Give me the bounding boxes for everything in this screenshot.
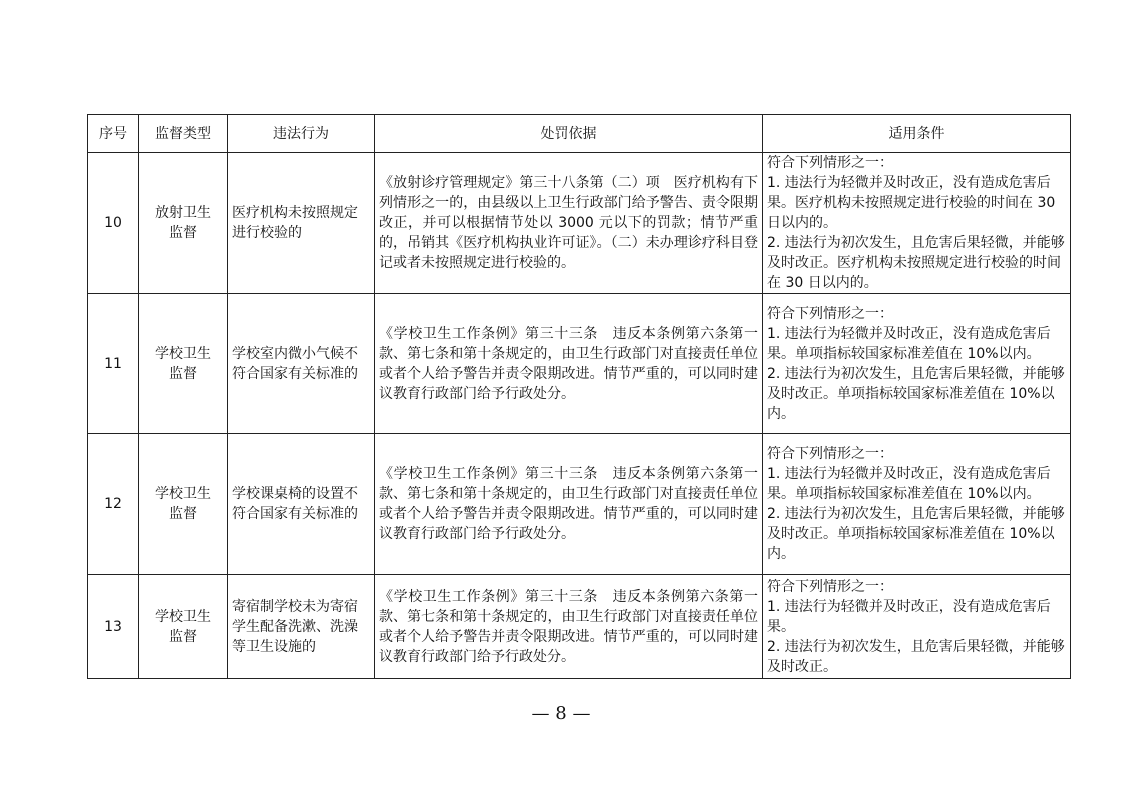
row-act: 学校室内微小气候不符合国家有关标准的: [228, 294, 375, 434]
row-type: 学校卫生监督: [139, 434, 228, 575]
row-basis: 《放射诊疗管理规定》第三十八条第（二）项 医疗机构有下列情形之一的，由县级以上卫生行政部门给予警告、责令限期改正，并可以根据情节处以 3000 元以下的罚款；情节严重的，吊销其《医疗机构执业许可证》。（二）未办理诊疗科目登记或者未按照规定进行校验的。: [375, 153, 763, 294]
header-type: 监督类型: [139, 115, 228, 153]
row-basis: 《学校卫生工作条例》第三十三条 违反本条例第六条第一款、第七条和第十条规定的，由卫生行政部门对直接责任单位或者个人给予警告并责令限期改进。情节严重的，可以同时建议教育行政部门给予行政处分。: [375, 434, 763, 575]
condition-line: 1. 违法行为轻微并及时改正，没有造成危害后果。医疗机构未按照规定进行校验的时间在 30 日以内的。: [767, 175, 1056, 231]
condition-line: 符合下列情形之一：: [767, 305, 893, 322]
row-seq: 10: [88, 153, 139, 294]
header-act: 违法行为: [228, 115, 375, 153]
condition-line: 2. 违法行为初次发生，且危害后果轻微，并能够及时改正。单项指标较国家标准差值在 10%以内。: [767, 506, 1065, 562]
condition-line: 1. 违法行为轻微并及时改正，没有造成危害后果。单项指标较国家标准差值在 10%以内。: [767, 325, 1051, 362]
row-seq: 11: [88, 294, 139, 434]
row-seq: 12: [88, 434, 139, 575]
row-act: 医疗机构未按照规定进行校验的: [228, 153, 375, 294]
condition-line: 1. 违法行为轻微并及时改正，没有造成危害后果。: [767, 598, 1051, 635]
row-act: 寄宿制学校未为寄宿学生配备洗漱、洗澡等卫生设施的: [228, 575, 375, 679]
condition-line: 符合下列情形之一：: [767, 155, 893, 171]
row-basis: 《学校卫生工作条例》第三十三条 违反本条例第六条第一款、第七条和第十条规定的，由卫生行政部门对直接责任单位或者个人给予警告并责令限期改进。情节严重的，可以同时建议教育行政部门给予行政处分。: [375, 575, 763, 679]
table-row: [88, 434, 1071, 575]
row-act: 学校课桌椅的设置不符合国家有关标准的: [228, 434, 375, 575]
header-cond: 适用条件: [763, 115, 1071, 153]
page-number: — 8 —: [531, 703, 591, 724]
condition-line: 2. 违法行为初次发生，且危害后果轻微，并能够及时改正。医疗机构未按照规定进行校验的时间在 30 日以内的。: [767, 235, 1065, 291]
header-basis: 处罚依据: [375, 115, 763, 153]
row-basis: 《学校卫生工作条例》第三十三条 违反本条例第六条第一款、第七条和第十条规定的，由卫生行政部门对直接责任单位或者个人给予警告并责令限期改进。情节严重的，可以同时建议教育行政部门给予行政处分。: [375, 294, 763, 434]
table-row: [88, 575, 1071, 679]
table-row: [88, 294, 1071, 434]
row-conditions: [763, 575, 1071, 679]
row-conditions: [763, 153, 1071, 294]
row-conditions: [763, 294, 1071, 434]
condition-line: 1. 违法行为轻微并及时改正，没有造成危害后果。单项指标较国家标准差值在 10%以内。: [767, 466, 1051, 502]
header-seq: 序号: [88, 115, 139, 153]
table-header-row: [88, 115, 1071, 153]
row-type: 学校卫生监督: [139, 294, 228, 434]
row-type: 学校卫生监督: [139, 575, 228, 679]
penalty-table: [87, 114, 1071, 679]
condition-line: 2. 违法行为初次发生，且危害后果轻微，并能够及时改正。: [767, 638, 1065, 675]
row-conditions: [763, 434, 1071, 575]
condition-line: 符合下列情形之一：: [767, 578, 893, 595]
condition-line: 符合下列情形之一：: [767, 446, 893, 462]
table-row: [88, 153, 1071, 294]
row-type: 放射卫生监督: [139, 153, 228, 294]
row-seq: 13: [88, 575, 139, 679]
condition-line: 2. 违法行为初次发生，且危害后果轻微，并能够及时改正。单项指标较国家标准差值在 10%以内。: [767, 365, 1065, 422]
